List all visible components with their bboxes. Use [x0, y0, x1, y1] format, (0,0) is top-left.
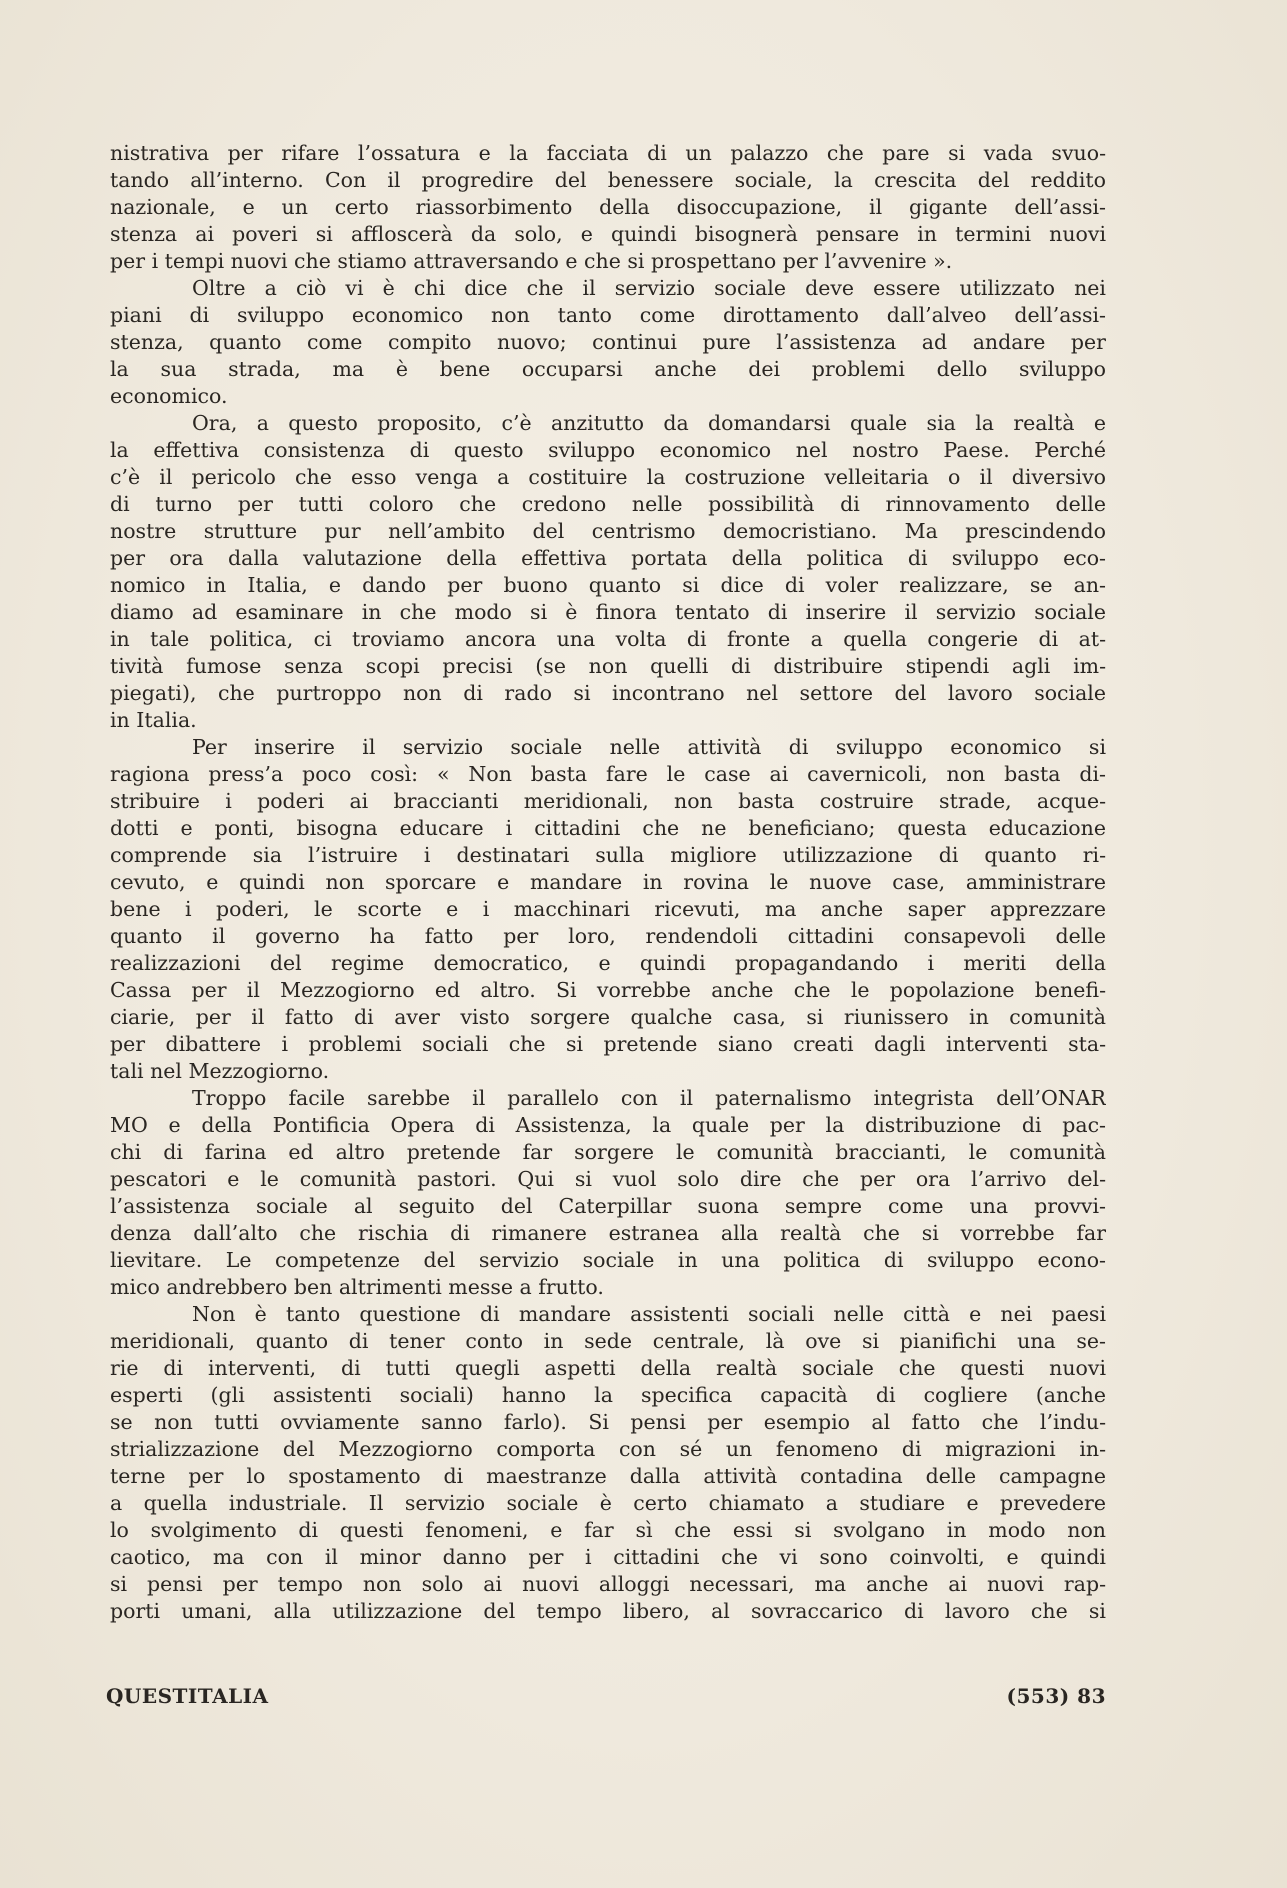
- text-line: nazionale, e un certo riassorbimento della disoccupazione, il gigante dell’assi-: [110, 195, 1106, 219]
- text-line: Troppo facile sarebbe il parallelo con il paternalismo integrista dell’ONAR: [192, 1086, 1106, 1110]
- page-footer: [106, 1684, 1106, 1714]
- page-number: (553) 83: [1006, 1684, 1106, 1708]
- text-line: c’è il pericolo che esso venga a costituire la costruzione velleitaria o il diversivo: [110, 465, 1106, 489]
- text-line: tività fumose senza scopi precisi (se non quelli di distribuire stipendi agli im-: [110, 654, 1106, 678]
- text-line: meridionali, quanto di tener conto in sede centrale, là ove si pianifichi una se-: [110, 1329, 1106, 1353]
- body-text: [110, 140, 1106, 1625]
- text-line: realizzazioni del regime democratico, e quindi propagandando i meriti della: [110, 951, 1106, 975]
- text-line: per dibattere i problemi sociali che si pretende siano creati dagli interventi sta-: [110, 1032, 1106, 1056]
- text-line: l’assistenza sociale al seguito del Caterpillar suona sempre come una provvi-: [110, 1194, 1106, 1218]
- text-line: nomico in Italia, e dando per buono quanto si dice di voler realizzare, se an-: [110, 573, 1106, 597]
- text-line: stribuire i poderi ai braccianti meridionali, non basta costruire strade, acque-: [110, 789, 1106, 813]
- text-line: caotico, ma con il minor danno per i cittadini che vi sono coinvolti, e quindi: [110, 1545, 1106, 1569]
- text-line: ciarie, per il fatto di aver visto sorgere qualche casa, si riunissero in comunità: [110, 1005, 1106, 1029]
- text-line: economico.: [110, 384, 228, 408]
- text-line: chi di farina ed altro pretende far sorgere le comunità braccianti, le comunità: [110, 1140, 1106, 1164]
- text-line: bene i poderi, le scorte e i macchinari ricevuti, ma anche saper apprezzare: [110, 897, 1106, 921]
- text-line: lo svolgimento di questi fenomeni, e far sì che essi si svolgano in modo non: [110, 1518, 1106, 1542]
- text-line: per i tempi nuovi che stiamo attraversando e che si prospettano per l’avvenire ».: [110, 249, 953, 273]
- text-line: terne per lo spostamento di maestranze dalla attività contadina delle campagne: [110, 1464, 1106, 1488]
- journal-title: QUESTITALIA: [106, 1684, 269, 1708]
- text-line: Non è tanto questione di mandare assistenti sociali nelle città e nei paesi: [192, 1302, 1106, 1326]
- text-line: esperti (gli assistenti sociali) hanno la specifica capacità di cogliere (anche: [110, 1383, 1106, 1407]
- text-line: Oltre a ciò vi è chi dice che il servizio sociale deve essere utilizzato nei: [192, 276, 1106, 300]
- text-line: MO e della Pontificia Opera di Assistenza, la quale per la distribuzione di pac-: [110, 1113, 1106, 1137]
- text-line: tando all’interno. Con il progredire del benessere sociale, la crescita del reddito: [110, 168, 1106, 192]
- text-line: la sua strada, ma è bene occuparsi anche dei problemi dello sviluppo: [110, 357, 1106, 381]
- text-line: rie di interventi, di tutti quegli aspetti della realtà sociale che questi nuovi: [110, 1356, 1106, 1380]
- text-line: Per inserire il servizio sociale nelle attività di sviluppo economico si: [192, 735, 1106, 759]
- text-line: piani di sviluppo economico non tanto come dirottamento dall’alveo dell’assi-: [110, 303, 1106, 327]
- text-line: diamo ad esaminare in che modo si è finora tentato di inserire il servizio sociale: [110, 600, 1106, 624]
- text-line: denza dall’alto che rischia di rimanere estranea alla realtà che si vorrebbe far: [110, 1221, 1106, 1245]
- text-line: stenza, quanto come compito nuovo; continui pure l’assistenza ad andare per: [110, 330, 1106, 354]
- text-line: Cassa per il Mezzogiorno ed altro. Si vorrebbe anche che le popolazione benefi-: [110, 978, 1106, 1002]
- text-line: per ora dalla valutazione della effettiva portata della politica di sviluppo eco-: [110, 546, 1106, 570]
- text-line: in Italia.: [110, 708, 197, 732]
- text-line: pescatori e le comunità pastori. Qui si vuol solo dire che per ora l’arrivo del-: [110, 1167, 1106, 1191]
- text-line: porti umani, alla utilizzazione del tempo libero, al sovraccarico di lavoro che si: [110, 1599, 1106, 1623]
- text-line: lievitare. Le competenze del servizio sociale in una politica di sviluppo econo-: [110, 1248, 1106, 1272]
- text-line: ragiona press’a poco così: « Non basta fare le case ai cavernicoli, non basta di-: [110, 762, 1106, 786]
- text-line: strializzazione del Mezzogiorno comporta con sé un fenomeno di migrazioni in-: [110, 1437, 1106, 1461]
- text-line: dotti e ponti, bisogna educare i cittadini che ne beneficiano; questa educazione: [110, 816, 1106, 840]
- text-line: si pensi per tempo non solo ai nuovi alloggi necessari, ma anche ai nuovi rap-: [110, 1572, 1106, 1596]
- text-line: a quella industriale. Il servizio sociale è certo chiamato a studiare e prevedere: [110, 1491, 1106, 1515]
- text-line: piegati), che purtroppo non di rado si incontrano nel settore del lavoro sociale: [110, 681, 1106, 705]
- text-line: quanto il governo ha fatto per loro, rendendoli cittadini consapevoli delle: [110, 924, 1106, 948]
- text-line: di turno per tutti coloro che credono nelle possibilità di rinnovamento delle: [110, 492, 1106, 516]
- text-line: nostre strutture pur nell’ambito del centrismo democristiano. Ma prescindendo: [110, 519, 1106, 543]
- text-line: Ora, a questo proposito, c’è anzitutto da domandarsi quale sia la realtà e: [192, 411, 1106, 435]
- text-line: comprende sia l’istruire i destinatari sulla migliore utilizzazione di quanto ri-: [110, 843, 1106, 867]
- text-line: se non tutti ovviamente sanno farlo). Si pensi per esempio al fatto che l’indu-: [110, 1410, 1106, 1434]
- text-line: cevuto, e quindi non sporcare e mandare in rovina le nuove case, amministrare: [110, 870, 1106, 894]
- text-line: nistrativa per rifare l’ossatura e la facciata di un palazzo che pare si vada svuo-: [110, 141, 1106, 165]
- text-line: tali nel Mezzogiorno.: [110, 1059, 330, 1083]
- text-line: la effettiva consistenza di questo sviluppo economico nel nostro Paese. Perché: [110, 438, 1106, 462]
- text-line: stenza ai poveri si affloscerà da solo, e quindi bisognerà pensare in termini nuovi: [110, 222, 1106, 246]
- text-line: in tale politica, ci troviamo ancora una volta di fronte a quella congerie di at-: [110, 627, 1106, 651]
- text-line: mico andrebbero ben altrimenti messe a frutto.: [110, 1275, 604, 1299]
